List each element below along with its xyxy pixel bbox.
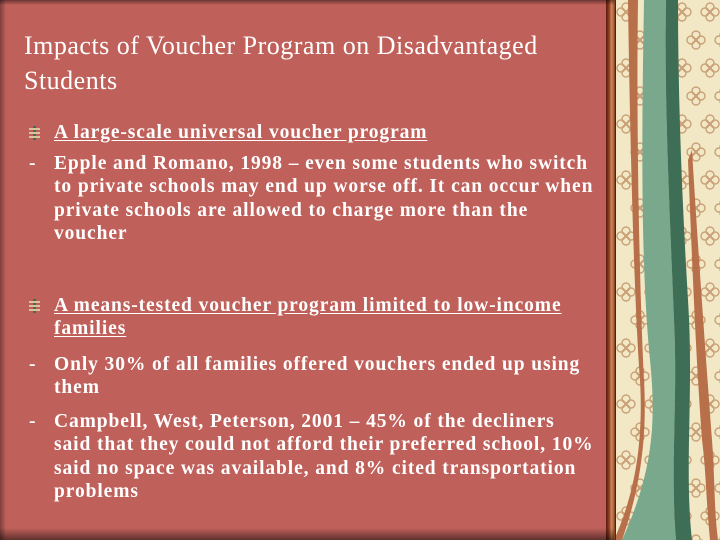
flower-motif <box>715 311 720 329</box>
flower-motif <box>715 367 720 385</box>
flower-motif <box>617 227 635 245</box>
flower-motif <box>701 59 719 77</box>
rust-ribbon <box>614 0 645 540</box>
flower-motif <box>617 451 635 469</box>
frame-divider <box>606 0 616 540</box>
decorative-side-panel <box>614 0 720 540</box>
sub-point-text: Campbell, West, Peterson, 2001 – 45% of the decliners said that they could not afford their preferred school, 10% said no space was available, and 8% cited transportation problems <box>54 411 594 502</box>
dash-marker: - <box>29 411 37 432</box>
flower-motif <box>701 283 719 301</box>
flower-motif <box>715 479 720 497</box>
bullet-text: A means-tested voucher program limited to low-income families <box>54 295 562 340</box>
sub-point-text: Only 30% of all families offered vouchers ended up using them <box>54 354 581 399</box>
flower-motif <box>617 395 635 413</box>
dash-marker: - <box>29 354 37 375</box>
flower-motif <box>715 423 720 441</box>
flower-motif <box>617 283 635 301</box>
slide-title: Impacts of Voucher Program on Disadvantaged Students <box>24 31 538 95</box>
flower-motif <box>701 171 719 189</box>
flower-motif <box>701 227 719 245</box>
dash-marker: - <box>29 153 37 174</box>
flower-motif <box>687 479 705 497</box>
sub-point-text: Epple and Romano, 1998 – even some students who switch to private schools may end up worse off. It can occur when private schools are allowed to charge more than the voucher <box>54 153 594 244</box>
flower-motif <box>715 199 720 217</box>
flower-motif <box>715 255 720 273</box>
flower-motif <box>687 87 705 105</box>
bottom-shadow <box>0 528 614 540</box>
stacked-bars-bullet-icon <box>28 299 41 313</box>
flower-motif <box>715 31 720 49</box>
flower-motif <box>701 115 719 133</box>
flower-motif <box>715 143 720 161</box>
flower-motif <box>687 31 705 49</box>
flower-motif <box>715 87 720 105</box>
stacked-bars-bullet-icon <box>28 126 41 140</box>
bullet-text: A large-scale universal voucher program <box>54 122 428 143</box>
left-shadow <box>0 0 6 540</box>
floral-pattern <box>614 0 720 540</box>
flower-motif <box>701 3 719 21</box>
top-shadow <box>0 0 614 5</box>
flower-motif <box>617 339 635 357</box>
